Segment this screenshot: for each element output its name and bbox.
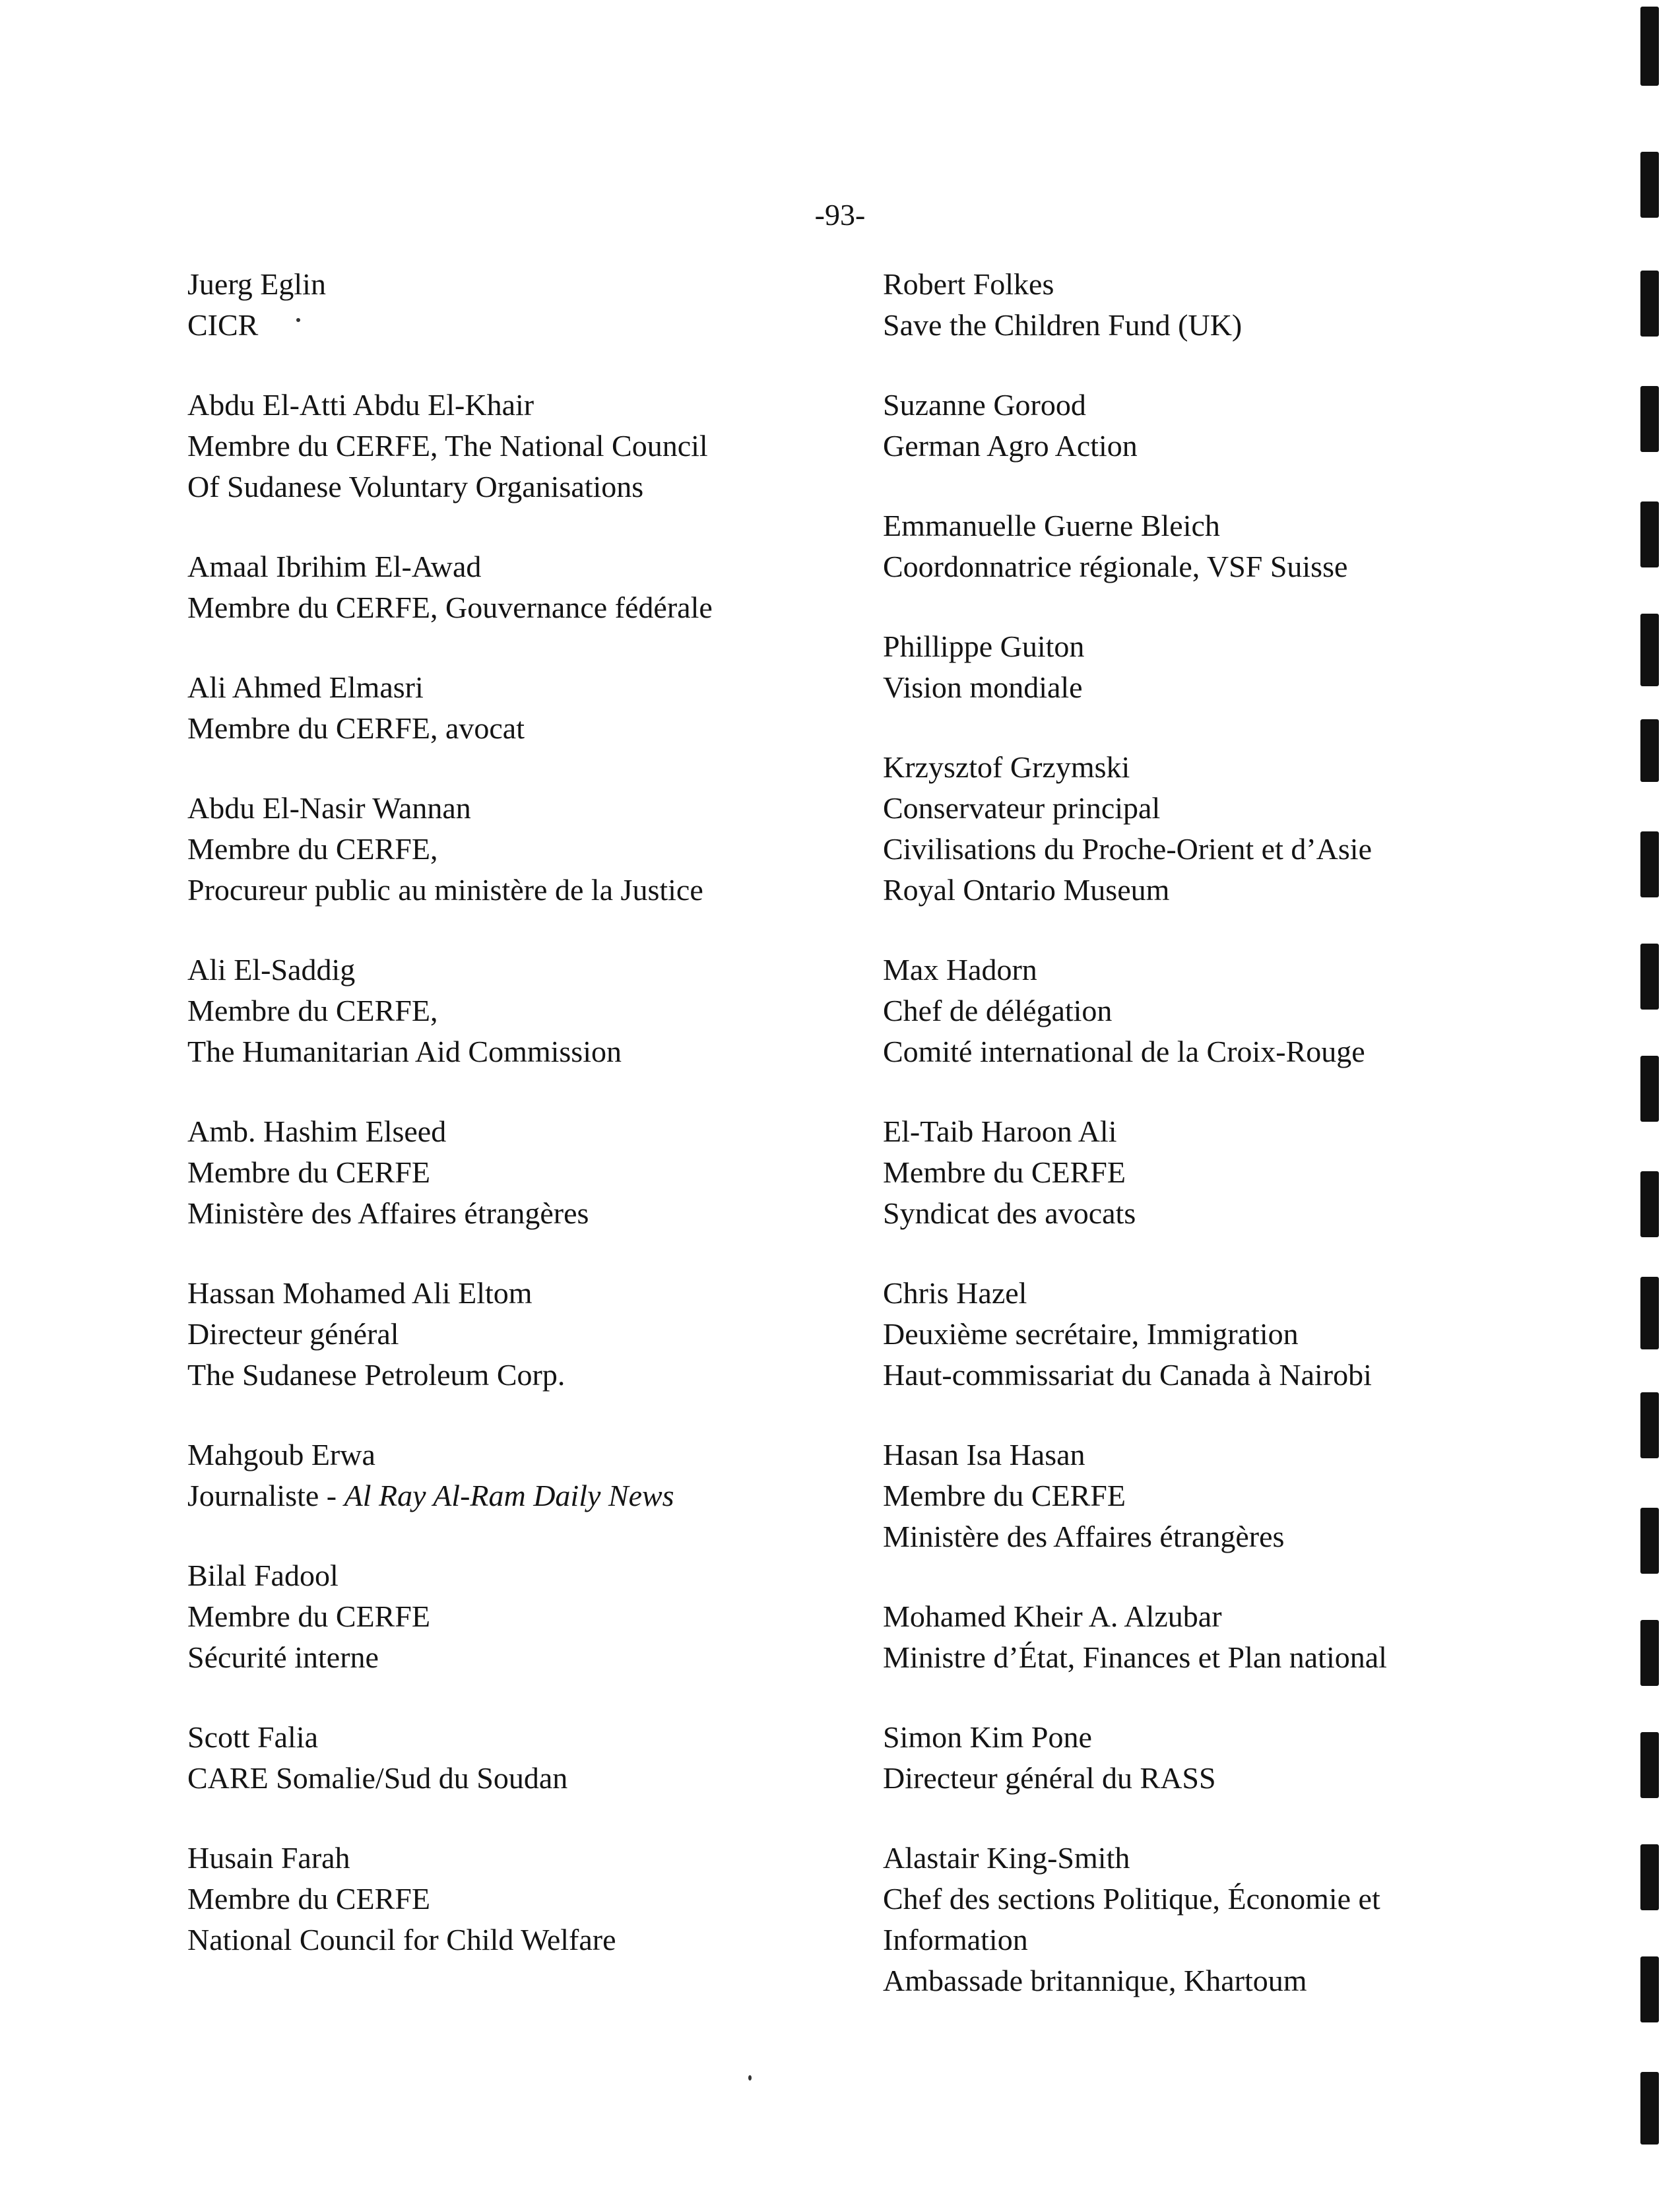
scan-mark	[1640, 1844, 1659, 1910]
participant-entry	[883, 1717, 1543, 1799]
participant-detail: Membre du CERFE, avocat	[187, 711, 525, 745]
participant-detail: Conservateur principal	[883, 791, 1161, 825]
newspaper-title: Al Ray Al-Ram Daily News	[344, 1479, 674, 1512]
participant-name: Amaal Ibrihim El-Awad	[187, 550, 482, 583]
participant-name: Hassan Mohamed Ali Eltom	[187, 1276, 533, 1310]
participant-name: El-Taib Haroon Ali	[883, 1114, 1117, 1148]
participant-detail: Membre du CERFE,	[187, 994, 438, 1027]
participant-detail: Ministre d’État, Finances et Plan national	[883, 1640, 1387, 1674]
participant-entry	[883, 747, 1543, 911]
participant-name: Chris Hazel	[883, 1276, 1027, 1310]
participant-name: Alastair King-Smith	[883, 1841, 1130, 1875]
participant-detail: Membre du CERFE	[883, 1155, 1126, 1189]
scan-mark	[1640, 1620, 1659, 1686]
participant-detail: Journaliste -	[187, 1479, 344, 1512]
participant-detail: Information	[883, 1923, 1028, 1956]
participant-name: Ali Ahmed Elmasri	[187, 670, 424, 704]
participant-detail: Ministère des Affaires étrangères	[883, 1520, 1285, 1553]
participant-detail: Membre du CERFE	[187, 1599, 430, 1633]
participant-detail-line	[187, 1475, 847, 1516]
participant-entry	[187, 1555, 847, 1678]
scan-mark	[1640, 1956, 1659, 2022]
participant-detail: Coordonnatrice régionale, VSF Suisse	[883, 550, 1348, 583]
scan-mark	[1640, 614, 1659, 686]
scan-mark	[1640, 501, 1659, 567]
participant-entry	[883, 1111, 1543, 1234]
participant-name: Phillippe Guiton	[883, 629, 1085, 663]
participant-entry	[883, 505, 1543, 587]
scan-mark	[1640, 1277, 1659, 1349]
participant-name: Mahgoub Erwa	[187, 1438, 375, 1471]
participant-detail: Membre du CERFE	[883, 1479, 1126, 1512]
right-column	[883, 264, 1543, 2001]
participant-name: Abdu El-Nasir Wannan	[187, 791, 471, 825]
participant-name: Mohamed Kheir A. Alzubar	[883, 1599, 1222, 1633]
participant-detail: Membre du CERFE	[187, 1882, 430, 1916]
participant-detail: CICR	[187, 308, 259, 342]
participant-detail: Directeur général du RASS	[883, 1761, 1216, 1795]
scan-mark	[1640, 944, 1659, 1010]
participant-entry	[187, 950, 847, 1072]
participant-entry	[187, 264, 847, 346]
participant-detail: National Council for Child Welfare	[187, 1923, 616, 1956]
participant-detail: Haut-commissariat du Canada à Nairobi	[883, 1358, 1372, 1392]
participant-name: Abdu El-Atti Abdu El-Khair	[187, 388, 534, 422]
participant-detail: Ministère des Affaires étrangères	[187, 1196, 589, 1230]
participant-detail: Directeur général	[187, 1317, 399, 1351]
scan-speck	[296, 318, 300, 322]
participant-name: Bilal Fadool	[187, 1559, 339, 1592]
participant-entry	[187, 385, 847, 507]
scan-mark	[1640, 7, 1659, 86]
left-column	[187, 264, 847, 1960]
participant-entry	[883, 264, 1543, 346]
participant-detail: Civilisations du Proche-Orient et d’Asie	[883, 832, 1372, 866]
participant-detail: Comité international de la Croix-Rouge	[883, 1035, 1365, 1068]
participant-entry	[187, 1838, 847, 1960]
participant-entry	[187, 1111, 847, 1234]
participant-entry	[187, 788, 847, 911]
participant-entry	[187, 1273, 847, 1396]
participant-detail: Chef de délégation	[883, 994, 1113, 1027]
scan-speck	[748, 2075, 752, 2081]
participant-entry	[883, 1838, 1543, 2001]
participant-entry	[883, 1435, 1543, 1557]
participant-detail: Deuxième secrétaire, Immigration	[883, 1317, 1299, 1351]
participant-name: Emmanuelle Guerne Bleich	[883, 509, 1220, 542]
participant-detail: Chef des sections Politique, Économie et	[883, 1882, 1380, 1916]
participant-name: Robert Folkes	[883, 267, 1054, 301]
participant-entry	[883, 626, 1543, 708]
participant-detail: German Agro Action	[883, 429, 1138, 463]
participant-entry	[883, 1596, 1543, 1678]
participant-entry	[883, 1273, 1543, 1396]
scan-mark	[1640, 1056, 1659, 1122]
scan-mark	[1640, 719, 1659, 782]
scan-mark	[1640, 831, 1659, 897]
participant-entry	[187, 546, 847, 628]
participant-name: Suzanne Gorood	[883, 388, 1086, 422]
participant-detail: Membre du CERFE, Gouvernance fédérale	[187, 591, 713, 624]
participant-detail: Of Sudanese Voluntary Organisations	[187, 470, 644, 503]
scan-mark	[1640, 2072, 1659, 2145]
scan-mark	[1640, 271, 1659, 337]
scan-mark	[1640, 1732, 1659, 1798]
participant-detail: CARE Somalie/Sud du Soudan	[187, 1761, 568, 1795]
participant-detail: The Sudanese Petroleum Corp.	[187, 1358, 565, 1392]
participant-name: Krzysztof Grzymski	[883, 750, 1130, 784]
participant-name: Scott Falia	[187, 1720, 319, 1754]
participant-entry	[187, 1435, 847, 1516]
participant-name: Simon Kim Pone	[883, 1720, 1092, 1754]
participant-name: Hasan Isa Hasan	[883, 1438, 1085, 1471]
participant-detail: Syndicat des avocats	[883, 1196, 1136, 1230]
participant-entry	[883, 385, 1543, 467]
scan-mark	[1640, 152, 1659, 218]
participant-name: Husain Farah	[187, 1841, 350, 1875]
participant-detail: Procureur public au ministère de la Justice	[187, 873, 703, 907]
participant-detail: Ambassade britannique, Khartoum	[883, 1964, 1307, 1997]
scan-mark	[1640, 386, 1659, 452]
page-number: -93-	[814, 198, 866, 232]
participant-entry	[187, 667, 847, 749]
participant-name: Max Hadorn	[883, 953, 1037, 986]
scan-edge-marks	[1607, 0, 1680, 2194]
participant-detail: Sécurité interne	[187, 1640, 379, 1674]
participant-name: Ali El-Saddig	[187, 953, 356, 986]
participant-detail: Save the Children Fund (UK)	[883, 308, 1243, 342]
participant-detail: Membre du CERFE,	[187, 832, 438, 866]
participant-name: Juerg Eglin	[187, 267, 326, 301]
scan-mark	[1640, 1171, 1659, 1237]
scan-mark	[1640, 1508, 1659, 1574]
participant-detail: Royal Ontario Museum	[883, 873, 1170, 907]
scan-mark	[1640, 1392, 1659, 1458]
participant-detail: The Humanitarian Aid Commission	[187, 1035, 622, 1068]
participant-detail: Vision mondiale	[883, 670, 1083, 704]
participant-detail: Membre du CERFE, The National Council	[187, 429, 708, 463]
participant-entry	[883, 950, 1543, 1072]
participant-name: Amb. Hashim Elseed	[187, 1114, 447, 1148]
participant-entry	[187, 1717, 847, 1799]
participant-detail: Membre du CERFE	[187, 1155, 430, 1189]
